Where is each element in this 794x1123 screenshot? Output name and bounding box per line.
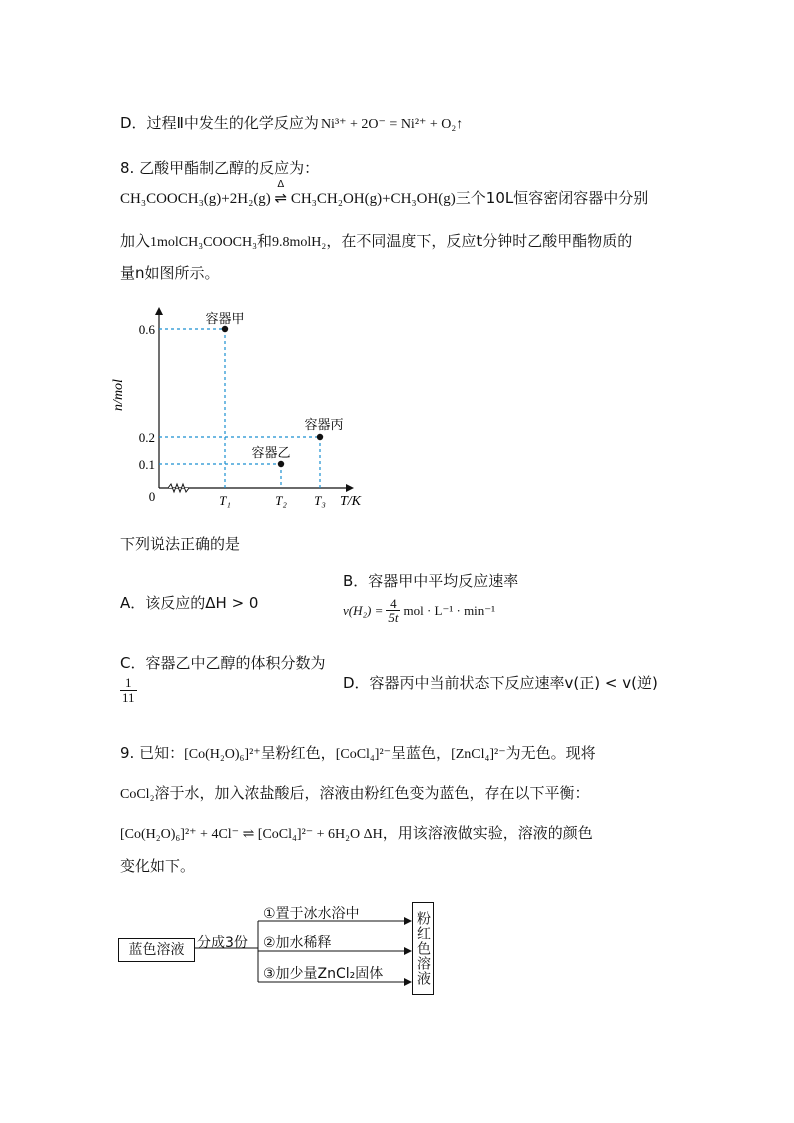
y-axis-arrow	[155, 307, 163, 315]
q8-reagent1: 1molCH₃COOCH₃	[150, 235, 258, 250]
q8-option-c-numerator: 1	[125, 675, 132, 690]
q8-option-b-label: B．容器甲中平均反应速率	[343, 572, 519, 590]
q9-line1	[120, 742, 596, 763]
q8-line2-prefix: 加入	[120, 232, 151, 250]
x-tick-label: T₃	[314, 493, 326, 508]
q8-option-a: A．该反应的ΔH > 0	[120, 594, 259, 612]
q9-ion1-color: 呈粉红色，	[260, 744, 336, 762]
q9-intro: 已知：	[139, 744, 185, 762]
q9-ion3-color: 为无色。现将	[505, 744, 596, 762]
q9-ion2: [CoCl₄]²⁻	[335, 747, 392, 762]
q9-line2-text: 溶于水，加入浓盐酸后，溶液由粉红色变为蓝色，存在以下平衡：	[154, 784, 590, 802]
data-point	[278, 461, 284, 467]
q8-and: 和	[257, 232, 273, 250]
flow-split-label: 分成3份	[197, 935, 248, 951]
q9-line2	[120, 782, 589, 803]
q8-question: 下列说法正确的是	[120, 535, 241, 553]
y-tick-label: 0.1	[138, 457, 155, 472]
q8-line1-tail: 三个10L恒容密闭容器中分别	[455, 189, 649, 207]
q8-option-b-unit: mol · L⁻¹ · min⁻¹	[403, 602, 496, 618]
q8-equation-arrow: ⇌	[274, 189, 288, 207]
q9-ion2-color: 呈蓝色，	[391, 744, 452, 762]
q9-line3-tail: ，用该溶液做实验，溶液的颜色	[382, 824, 593, 842]
tick-labels	[139, 322, 326, 508]
q8-option-b-fraction	[386, 597, 400, 624]
y-tick-label: 0.6	[138, 322, 155, 337]
x-axis-break	[168, 484, 189, 492]
q8-intro	[120, 157, 319, 178]
q7-option-d-formula: Ni³⁺ + 2O⁻ = Ni²⁺ + O₂↑	[320, 117, 464, 132]
q8-equation-line	[120, 179, 649, 208]
x-tick-label: T₁	[219, 493, 231, 508]
arrowhead-3	[404, 978, 412, 986]
flow-step2: ②加水稀释	[263, 935, 332, 951]
q9-ion1: [Co(H₂O)₆]²⁺	[184, 747, 261, 762]
q8-option-c-denominator: 11	[122, 690, 135, 705]
y-axis-label: n/mol	[111, 379, 126, 411]
x-axis-arrow	[346, 484, 354, 492]
q9-cocl2: CoCl₂	[120, 787, 155, 802]
q8-line2-tail: ，在不同温度下，反应t分钟时乙酸甲酯物质的	[326, 232, 633, 250]
q8-number: 8.	[120, 159, 135, 177]
q9-line4: 变化如下。	[120, 857, 196, 875]
q8-line2	[120, 230, 632, 251]
guide-lines	[159, 329, 320, 488]
flow-start-box: 蓝色溶液	[118, 938, 195, 962]
flow-result-box: 粉红色溶液	[412, 902, 434, 995]
q7-option-d-text: D．过程Ⅱ中发生的化学反应为	[120, 114, 319, 132]
q9-ion3: [ZnCl₄]²⁻	[451, 747, 506, 762]
q8-option-c-label: C．容器乙中乙醇的体积分数为	[120, 654, 326, 672]
q8-chart	[110, 305, 380, 515]
data-point-label: 容器甲	[205, 312, 245, 327]
data-point-label: 容器丙	[304, 418, 344, 433]
q8-option-b-lhs: v(H₂) =	[343, 602, 384, 618]
q8-option-b-numerator: 4	[390, 596, 397, 611]
q8-equation-right: CH₃CH₂OH(g)+CH₃OH(g)	[290, 191, 456, 207]
q8-reagent2: 9.8molH₂	[272, 235, 327, 250]
x-axis-label: T/K	[340, 494, 362, 509]
origin-label: 0	[148, 489, 156, 504]
q8-line3: 量n如图所示。	[120, 264, 220, 282]
flow-step3: ③加少量ZnCl₂固体	[263, 966, 384, 982]
x-tick-label: T₂	[275, 493, 287, 508]
data-point	[317, 434, 323, 440]
q8-equation-arrow-group	[271, 179, 291, 207]
q9-number: 9.	[120, 744, 135, 762]
q8-intro-text: 乙酸甲酯制乙醇的反应为：	[139, 159, 320, 177]
arrowhead-1	[404, 917, 412, 925]
data-point-label: 容器乙	[251, 446, 291, 461]
q8-equation-condition: Δ	[277, 179, 285, 190]
y-tick-label: 0.2	[138, 430, 155, 445]
flow-step1: ①置于冰水浴中	[263, 906, 360, 922]
q7-option-d	[120, 112, 463, 133]
arrowhead-2	[404, 947, 412, 955]
q8-option-d: D．容器丙中当前状态下反应速率v(正) < v(逆)	[343, 674, 658, 692]
q8-option-b-denominator: 5t	[388, 610, 399, 625]
q9-line3	[120, 822, 593, 843]
q9-equilibrium: [Co(H₂O)₆]²⁺ + 4Cl⁻ ⇌ [CoCl₄]²⁻ + 6H₂O ΔH	[120, 827, 383, 842]
q8-option-b-formula	[343, 597, 495, 624]
q8-equation-left: CH₃COOCH₃(g)+2H₂(g)	[120, 191, 271, 207]
data-points	[205, 312, 343, 467]
q8-option-c-fraction	[120, 676, 137, 705]
